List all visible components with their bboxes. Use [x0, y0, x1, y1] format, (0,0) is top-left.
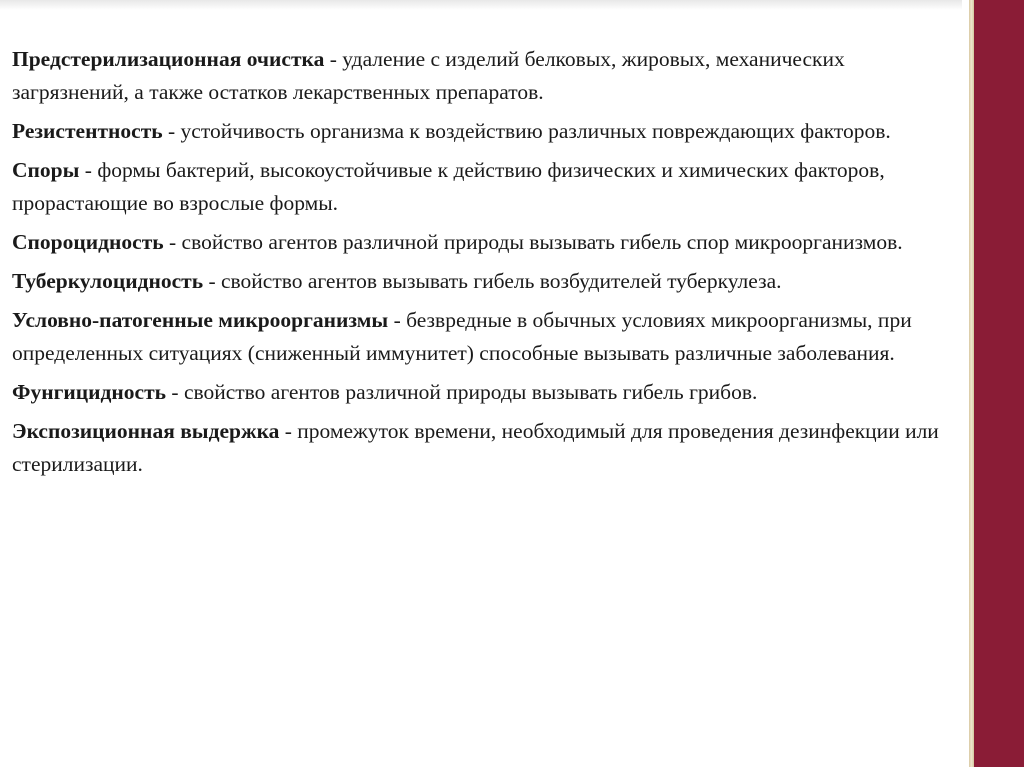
term-name: Экспозиционная выдержка: [12, 419, 280, 443]
term-name: Спороцидность: [12, 230, 164, 254]
top-shadow: [0, 0, 962, 10]
term-definition: - свойство агентов вызывать гибель возбудителей туберкулеза.: [203, 269, 782, 293]
accent-side-bar: [974, 0, 1024, 767]
definition-item: [12, 43, 967, 109]
definition-item: [12, 304, 967, 370]
definition-item: [12, 115, 967, 148]
definition-item: [12, 154, 967, 220]
term-definition: - устойчивость организма к воздействию различных повреждающих факторов.: [162, 119, 891, 143]
term-definition: - свойство агентов различной природы вызывать гибель спор микроорганизмов.: [163, 230, 903, 254]
term-name: Предстерилизационная очистка: [12, 47, 325, 71]
definition-item: [12, 265, 967, 298]
term-definition: - промежуток времени, необходимый для проведения дезинфекции или стерилизации.: [12, 419, 939, 476]
term-definition: - удаление с изделий белковых, жировых, механических загрязнений, а также остатков лекарственных препаратов.: [12, 47, 845, 104]
term-definition: - формы бактерий, высокоустойчивые к действию физических и химических факторов, прорастающие во взрослые формы.: [12, 158, 885, 215]
term-definition: - свойство агентов различной природы вызывать гибель грибов.: [166, 380, 758, 404]
term-name: Споры: [12, 158, 80, 182]
definition-item: [12, 376, 967, 409]
term-name: Резистентность: [12, 119, 163, 143]
term-name: Туберкулоцидность: [12, 269, 204, 293]
definition-item: [12, 226, 967, 259]
definition-item: [12, 415, 967, 481]
definitions-list: [12, 43, 967, 487]
term-name: Условно-патогенные микроорганизмы: [12, 308, 389, 332]
term-name: Фунгицидность: [12, 380, 167, 404]
term-definition: - безвредные в обычных условиях микроорганизмы, при определенных ситуациях (сниженный иммунитет) способные вызывать различные заболевания.: [12, 308, 912, 365]
